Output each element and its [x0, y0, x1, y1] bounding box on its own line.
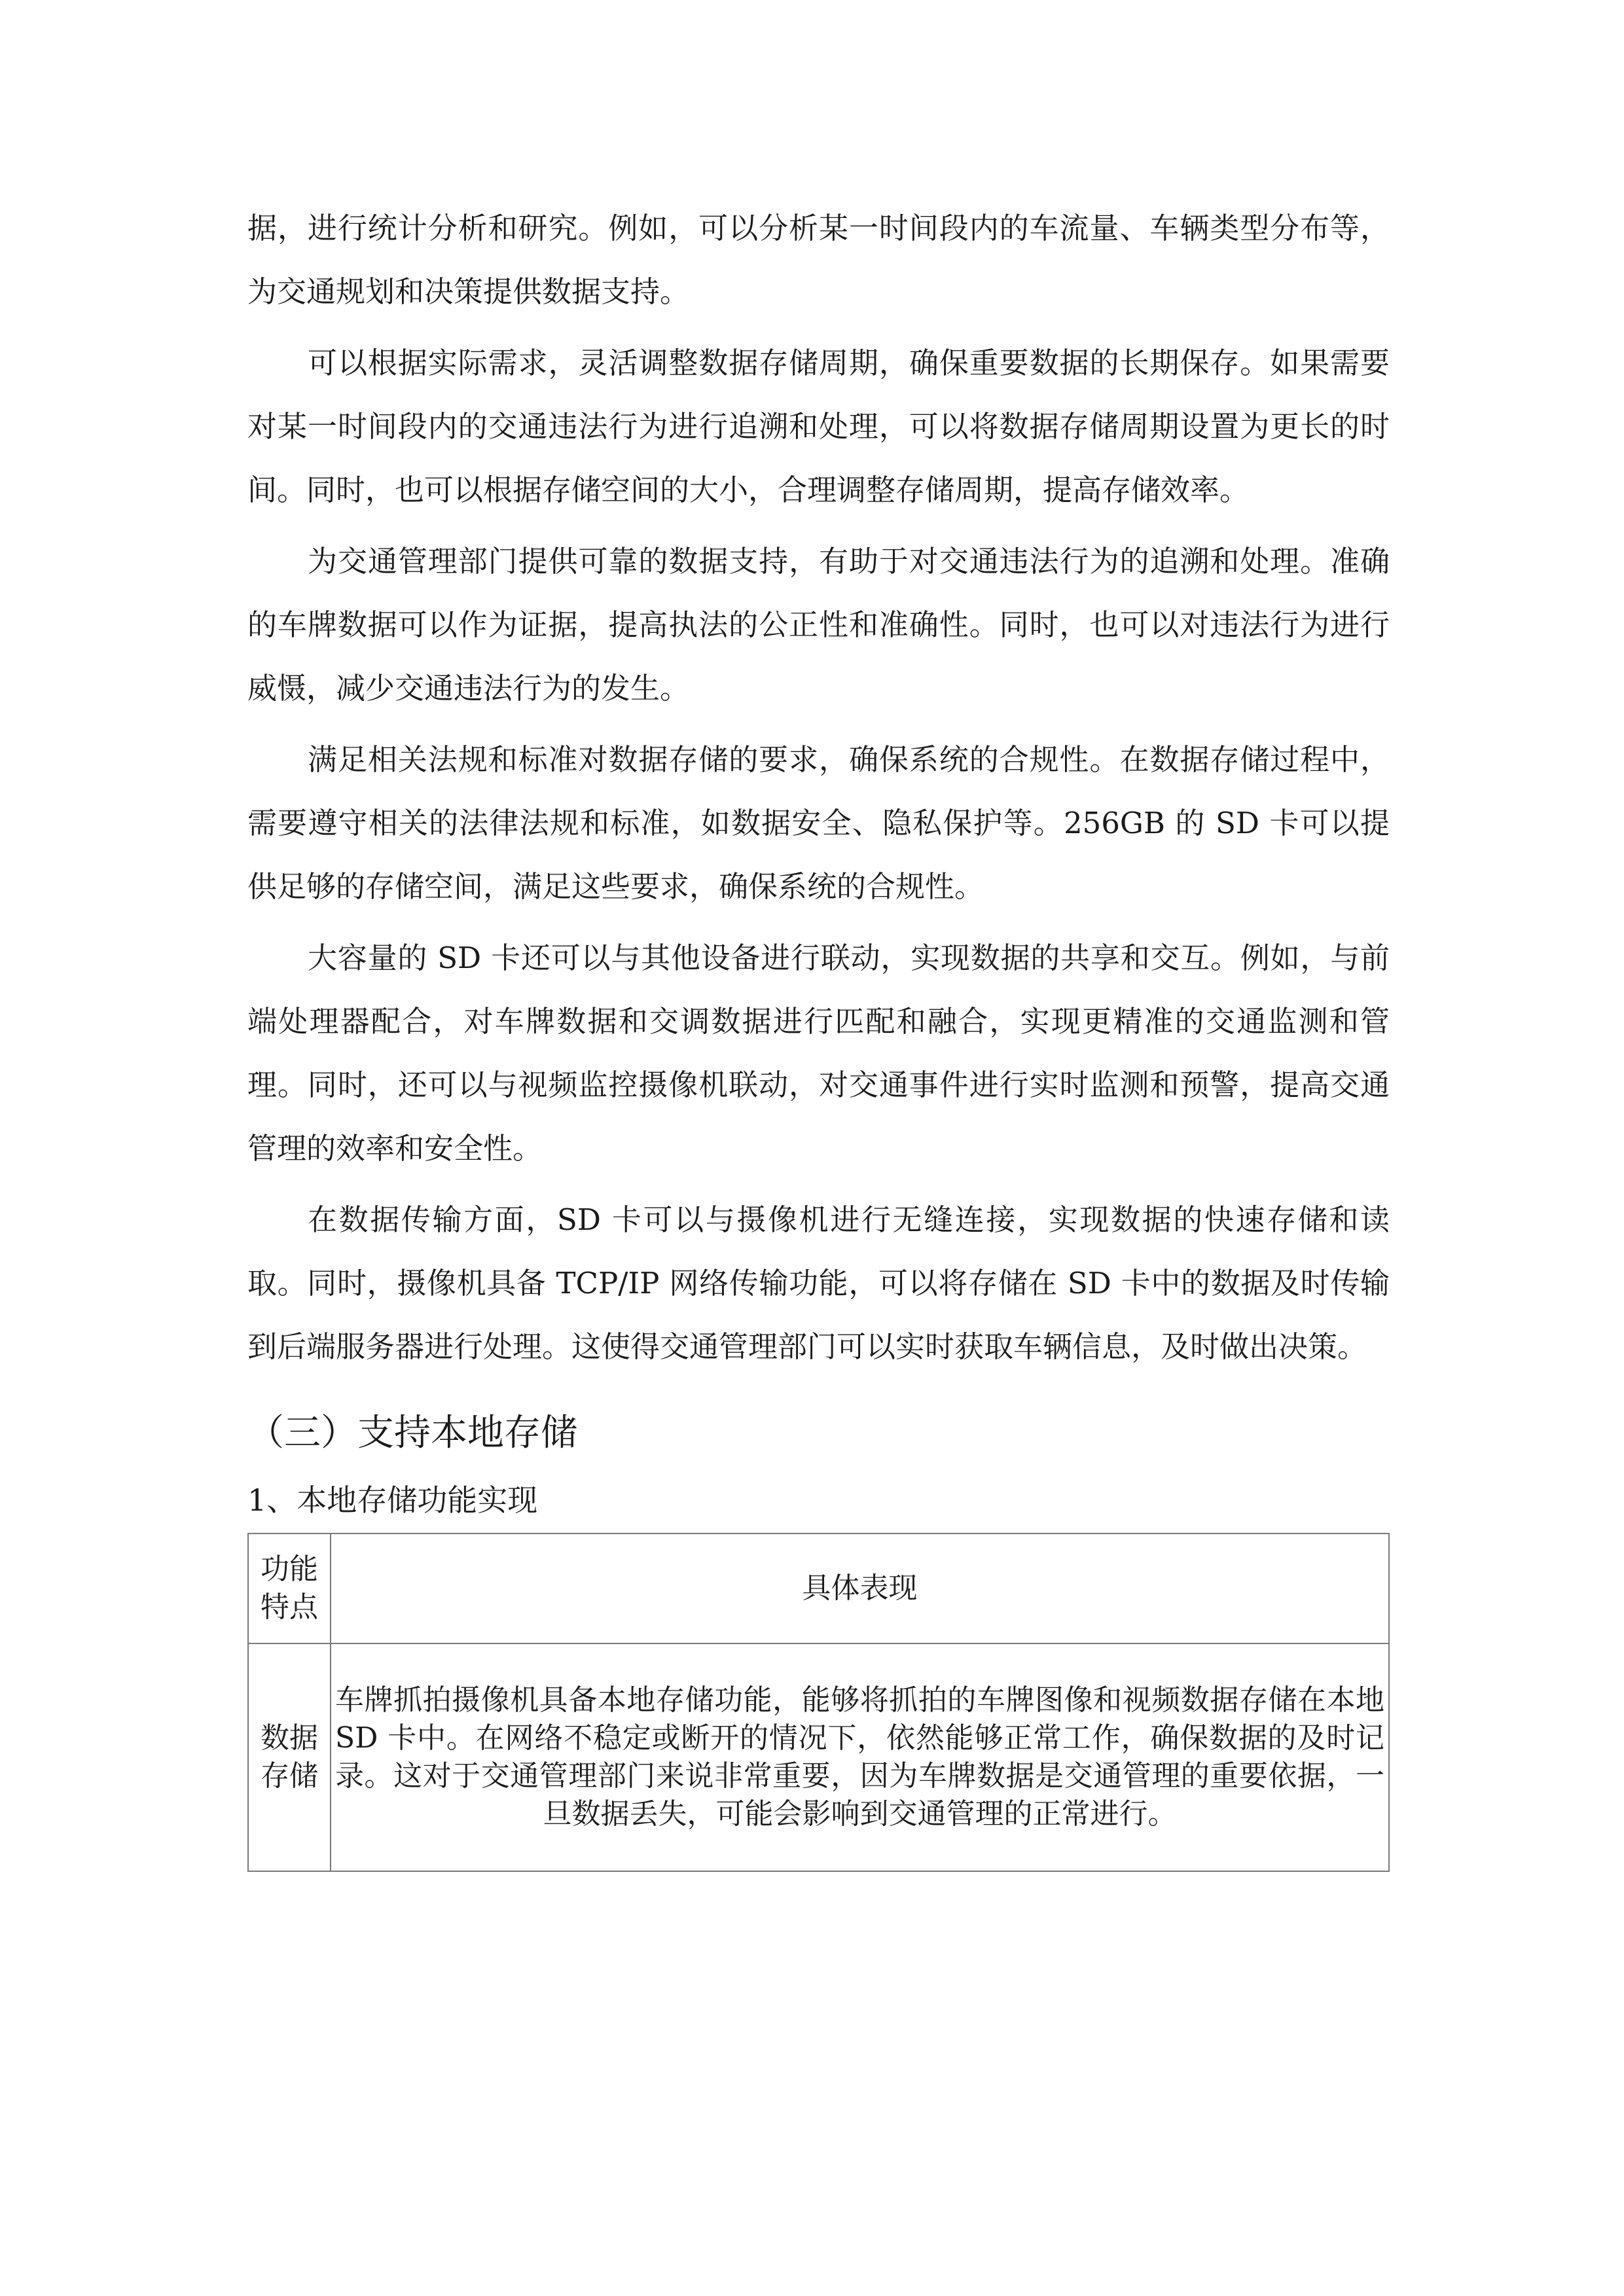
paragraph-transmission: 在数据传输方面，SD 卡可以与摄像机进行无缝连接，实现数据的快速存储和读取。同时，摄像机具备 TCP/IP 网络传输功能，可以将存储在 SD 卡中的数据及时传输到后端服务器进行处理。这使得交通管理部门可以实时获取车辆信息，及时做出决策。: [247, 1202, 1390, 1364]
table-header-row: [248, 1534, 1389, 1643]
table-cell-detail: 车牌抓拍摄像机具备本地存储功能，能够将抓拍的车牌图像和视频数据存储在本地 SD 卡中。在网络不稳定或断开的情况下，依然能够正常工作，确保数据的及时记录。这对于交通管理部门来说非常重要，因为车牌数据是交通管理的重要依据，一旦数据丢失，可能会影响到交通管理的正常进行。: [331, 1643, 1389, 1871]
table-row: [248, 1643, 1389, 1871]
paragraph-compliance: 满足相关法规和标准对数据存储的要求，确保系统的合规性。在数据存储过程中，需要遵守相关的法律法规和标准，如数据安全、隐私保护等。256GB 的 SD 卡可以提供足够的存储空间，满足这些要求，确保系统的合规性。: [247, 742, 1390, 904]
table-cell-feature: 数据存储: [248, 1643, 331, 1871]
paragraph-statistics: 据，进行统计分析和研究。例如，可以分析某一时间段内的车流量、车辆类型分布等，为交通规划和决策提供数据支持。: [247, 211, 1390, 309]
paragraph-linkage: 大容量的 SD 卡还可以与其他设备进行联动，实现数据的共享和交互。例如，与前端处理器配合，对车牌数据和交调数据进行匹配和融合，实现更精准的交通监测和管理。同时，还可以与视频监控摄像机联动，对交通事件进行实时监测和预警，提高交通管理的效率和安全性。: [247, 941, 1390, 1166]
feature-table: [247, 1533, 1390, 1872]
document-page: [247, 196, 1390, 1872]
paragraph-data-support: 为交通管理部门提供可靠的数据支持，有助于对交通违法行为的追溯和处理。准确的车牌数据可以作为证据，提高执法的公正性和准确性。同时，也可以对违法行为进行威慑，减少交通违法行为的发生。: [247, 544, 1390, 706]
paragraph-storage-cycle: 可以根据实际需求，灵活调整数据存储周期，确保重要数据的长期保存。如果需要对某一时间段内的交通违法行为进行追溯和处理，可以将数据存储周期设置为更长的时间。同时，也可以根据存储空间的大小，合理调整存储周期，提高存储效率。: [247, 346, 1390, 507]
section-heading: （三）支持本地存储: [247, 1412, 577, 1454]
sub-heading: 1、本地存储功能实现: [247, 1482, 538, 1518]
table-header-feature: 功能特点: [248, 1534, 331, 1643]
table-header-detail: 具体表现: [331, 1534, 1389, 1643]
